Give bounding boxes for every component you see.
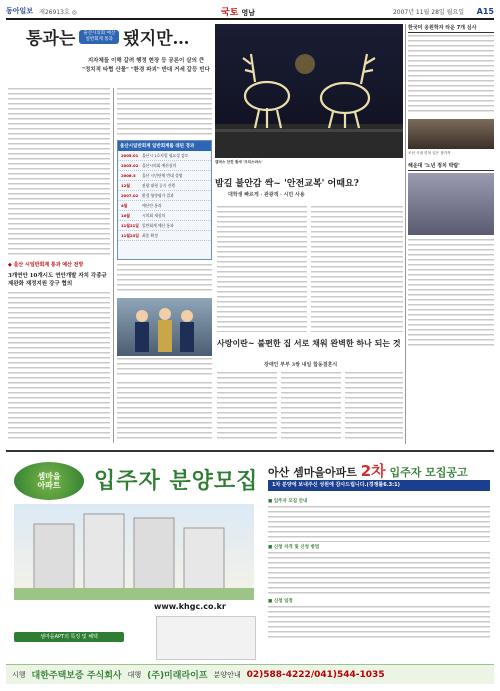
section-name: 영남 (241, 8, 256, 17)
timeline-year: 11월23일 (121, 232, 139, 238)
masthead (6, 4, 494, 20)
ad-right-title (268, 460, 468, 481)
timeline-year: 2007.02 (121, 192, 139, 198)
ad-section-1-body (268, 506, 490, 542)
ad-footer-label-c: 대행 (127, 670, 142, 679)
ad-footer-phone[interactable]: 02)588-4222/041)544-1035 (246, 669, 385, 680)
ad-map (156, 616, 256, 660)
mid-body-col1 (217, 206, 307, 332)
right-column (408, 24, 494, 349)
big-body-col3 (345, 372, 403, 442)
timeline-row (118, 171, 211, 181)
timeline-row (118, 191, 211, 201)
timeline-row (118, 161, 211, 171)
timeline-text: 최종 확정 (142, 232, 158, 238)
section-prefix: 국토 (221, 7, 239, 18)
right-body-1 (408, 35, 494, 115)
uniform-caption-lines (117, 358, 212, 378)
ad-footer (6, 664, 494, 684)
timeline-text: 울산시 1호사업 필요성 검토 (142, 152, 189, 158)
timeline-year: 4월 (121, 202, 128, 208)
column-divider (113, 88, 114, 443)
mid-body-col2 (311, 206, 403, 332)
ad-logo-top: 셈마을 (37, 472, 61, 481)
timeline-year: 12월 (121, 182, 130, 188)
advertisement (6, 450, 494, 686)
subhead-line1: 지자체들 이해 갈려 행정 현장 등 공론이 살의 큰 (87, 58, 205, 64)
ad-footer-agent: (주)미래라이프 (147, 671, 208, 681)
page-number: A15 (476, 6, 494, 16)
tag-line2: 일반회계 통과 (85, 36, 114, 42)
ad-right-prefix: 아산 셈마을아파트 (268, 466, 357, 479)
issue-number: 제26913호 ◎ (39, 8, 77, 16)
timeline-text: 울산시의회 예산심의 (142, 162, 177, 168)
lead-body-col4 (117, 264, 212, 294)
big-body-col2 (281, 372, 341, 442)
ad-footer-label-a: 시행 (12, 670, 26, 679)
big-headline: 사랑이란~ 불편한 집 서로 채워 완벽한 하나 되는 것 (217, 338, 401, 348)
section-title (221, 5, 255, 18)
deer-lights-illustration (215, 24, 403, 158)
big-body-col1 (217, 372, 277, 442)
paper-name: 동아일보 (6, 7, 34, 15)
timeline-text: 예산안 통과 (142, 202, 162, 208)
ad-features-badge: 셈마을APT의 특징 및 혜택 (14, 632, 124, 642)
headline-part-b: 됐지만… (123, 29, 190, 49)
timeline-text: 일반회계 예산 통과 (142, 222, 174, 228)
ad-section-3: ■ 신청 일정 (268, 599, 293, 604)
ad-logo-bottom: 아파트 (37, 481, 61, 490)
lead-body-col2 (117, 88, 212, 136)
big-subheadline: 장애인 부부 3쌍 내일 합동결혼식 (264, 362, 338, 368)
timeline-text: 관광 대형 공식 진행 (142, 182, 175, 188)
issue-date: 2007년 11월 28일 월요일 (392, 8, 464, 16)
ad-section-3-body (268, 606, 490, 640)
ad-section-1: ■ 입주자 모집 안내 (268, 499, 308, 504)
timeline-row (118, 151, 211, 161)
ad-footer-label-e: 분양안내 (213, 670, 241, 679)
apartment-illustration (14, 504, 254, 600)
big-body-col4 (117, 382, 212, 442)
timeline-box (117, 140, 212, 260)
right-photo (408, 119, 494, 149)
students-illustration (117, 298, 212, 356)
right-divider (405, 24, 406, 444)
uniform-photo (117, 298, 212, 356)
lead-body-col1 (8, 88, 110, 256)
lead-body-col3 (8, 292, 110, 442)
headline-tag (79, 30, 119, 44)
ad-banner: 1차 분양에 보내주신 성원에 감사드립니다.(경쟁률6.3:1) (268, 480, 490, 491)
timeline-text: 시의회 재심의 (142, 212, 166, 218)
timeline-year: 11월21일 (121, 222, 139, 228)
ad-right-suffix: 입주자 모집공고 (389, 466, 468, 479)
subhead-line2: "정치적 타협 산물" "환경 파괴" 반대 거세 갈등 빈다 (82, 67, 210, 73)
lead-subhead-3: 3개연안 10개시도 연안개발 자치 각종규제완화 재정지원 강구 협의 (8, 273, 107, 287)
right-head-2: 해운대 '노년 정치 박람' (408, 162, 494, 171)
ad-title: 입주자 분양모집 (94, 468, 259, 494)
ad-footer-developer: 대한주택보증 주식회사 (31, 671, 122, 681)
mid-subheadline: 대학생 빠르게 · 관광객 · 시민 사용 (228, 192, 305, 198)
timeline-row (118, 221, 211, 231)
ad-right-two: 2차 (360, 462, 386, 480)
timeline-row (118, 181, 211, 191)
right-photo-caption: 조선 시대 한복 입은 참가자 (408, 151, 451, 155)
timeline-text: 울산 시민단체 반대 성명 (142, 172, 183, 178)
photo1-caption-text: 캠퍼스 안전 빛에 '크리스마스' (215, 160, 263, 164)
lead-subhead-2: ◆ 울산 시일반회계 통과 예산 전망 (8, 262, 84, 268)
timeline-row (118, 201, 211, 211)
ad-section-2: ■ 신청 자격 및 신청 방법 (268, 545, 320, 550)
timeline-year: 2005.02 (121, 162, 139, 168)
christmas-lights-photo (215, 24, 403, 158)
right-head-1: 한국미 응원학자 타운 7개 심사 (408, 24, 494, 33)
ad-info-table (268, 496, 490, 646)
right-photo-2 (408, 173, 494, 235)
timeline-year: 10월 (121, 212, 130, 218)
timeline-year: 2006.3 (121, 172, 136, 178)
timeline-year: 2005.01 (121, 152, 139, 158)
right-body-2 (408, 239, 494, 349)
timeline-row (118, 231, 211, 241)
photo1-caption (215, 160, 403, 165)
timeline-title: 울산시일반회계 일반회계를 래된 경과 (118, 141, 211, 151)
timeline-text: 환경 영향평가 결과 (142, 192, 174, 198)
tag-line1: 울산시의회 예산 (83, 30, 116, 36)
timeline-row (118, 211, 211, 221)
ad-logo (14, 462, 84, 500)
ad-url[interactable]: www.khgc.co.kr (154, 602, 226, 611)
ad-section-2-body (268, 552, 490, 596)
mid-headline: 밤길 불안감 싹~ '안전교복' 어때요? (215, 179, 359, 189)
apartment-photo (14, 504, 254, 600)
headline-part-a: 통과는 (26, 29, 76, 49)
